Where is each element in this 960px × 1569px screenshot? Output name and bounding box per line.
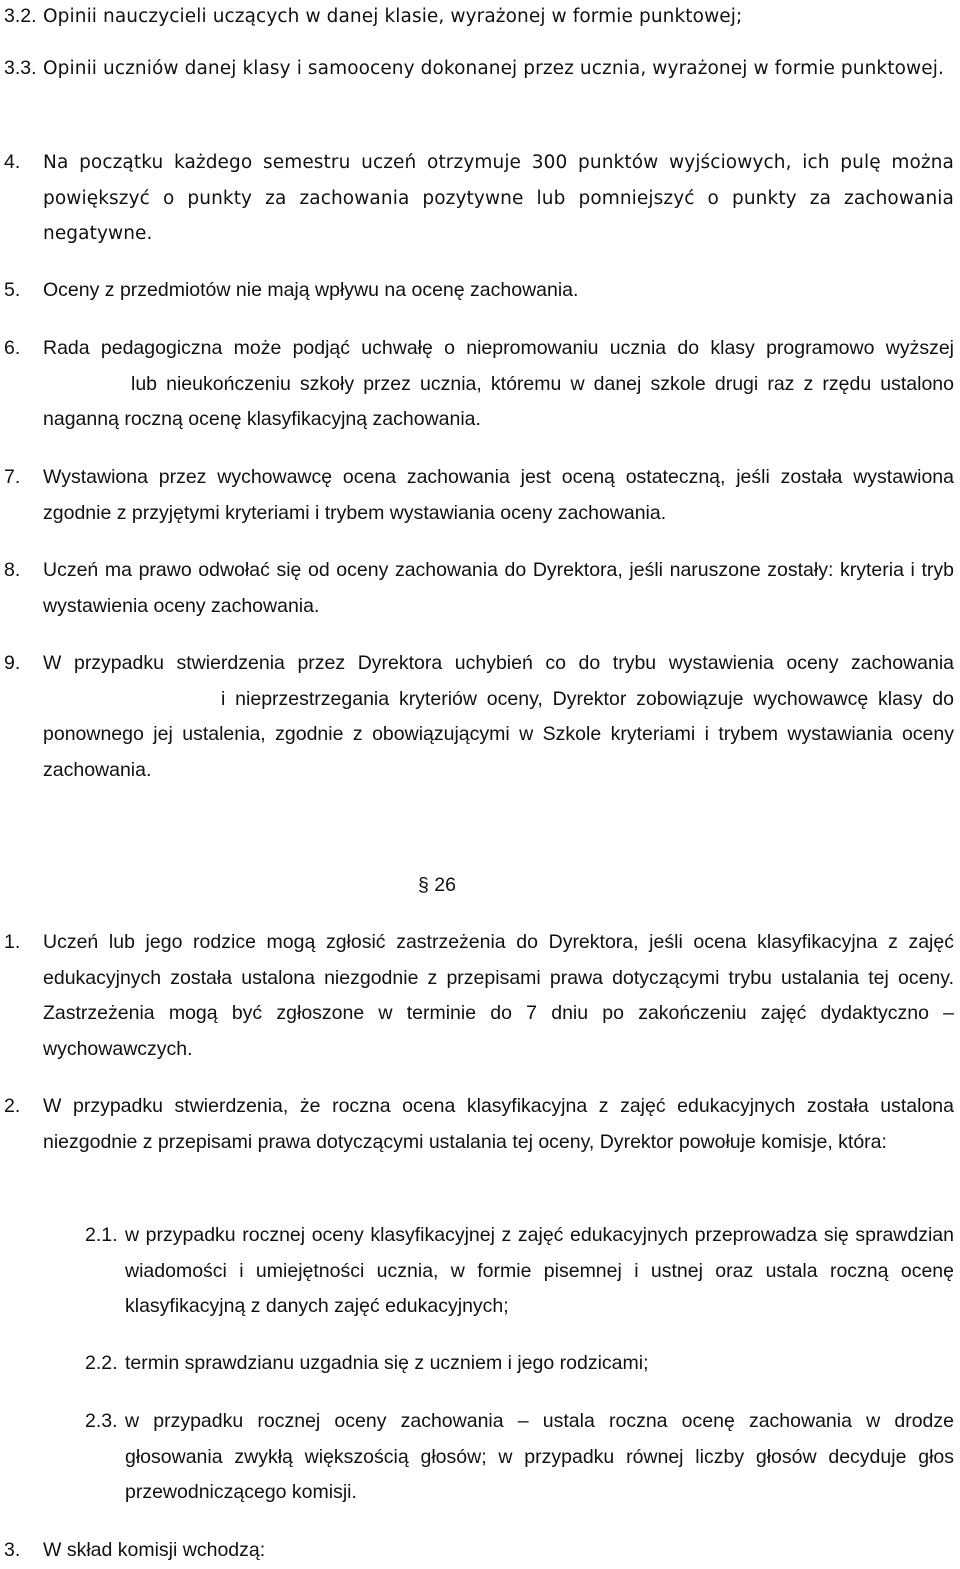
item-number: 2.3. — [85, 1410, 118, 1432]
item-text: Na początku każdego semestru uczeń otrzymuje 300 punktów wyjściowych, ich pulę można powiększyć o punkty za zachowania pozytywne lub pomniejszyć o punkty za zachowania negatywne. — [43, 152, 954, 244]
item-text-part-2: i nieprzestrzegania kryteriów oceny, Dyrektor zobowiązuje wychowawcę klasy do ponownego jej ustalenia, zgodnie z obowiązującymi w Szkole kryteriami i trybem wystawiania oceny zachowania. — [43, 687, 954, 781]
item-number: 1. — [4, 931, 21, 953]
item-number: 3.3. — [4, 57, 37, 79]
item-number: 4. — [4, 151, 21, 173]
item-number: 9. — [4, 652, 21, 674]
item-text: Opinii uczniów danej klasy i samooceny dokonanej przez ucznia, wyrażonej w formie punktowej. — [43, 58, 944, 79]
item-number: 3.2. — [4, 5, 37, 27]
item-number: 3. — [4, 1539, 21, 1561]
item-number: 8. — [4, 559, 21, 581]
item-text: Oceny z przedmiotów nie mają wpływu na ocenę zachowania. — [43, 279, 579, 301]
section-heading: § 26 — [418, 874, 456, 896]
item-number: 5. — [4, 279, 21, 301]
item-text — [43, 646, 954, 788]
item-number: 2.1. — [85, 1224, 118, 1246]
item-text: w przypadku rocznej oceny klasyfikacyjnej z zajęć edukacyjnych przeprowadza się sprawdzian wiadomości i umiejętności ucznia, w formie pisemnej i ustnej oraz ustala roczną ocenę klasyfikacyjną z danych zajęć edukacyjnych; — [125, 1224, 954, 1317]
item-text: w przypadku rocznej oceny zachowania – ustala roczna ocenę zachowania w drodze głosowania zwykłą większością głosów; w przypadku równej liczby głosów decyduje głos przewodniczącego komisji. — [125, 1410, 954, 1503]
item-number: 7. — [4, 466, 21, 488]
item-text-part-2: lub nieukończeniu szkoły przez ucznia, któremu w danej szkole drugi raz z rzędu ustalono naganną roczną ocenę klasyfikacyjną zachowania. — [43, 372, 954, 430]
item-text-part-1: Rada pedagogiczna może podjąć uchwałę o niepromowaniu ucznia do klasy programowo wyższej — [43, 337, 954, 359]
item-number: 2. — [4, 1095, 21, 1117]
item-number: 6. — [4, 337, 21, 359]
item-text: Wystawiona przez wychowawcę ocena zachowania jest oceną ostateczną, jeśli została wystawiona zgodnie z przyjętymi kryteriami i trybem wystawiania oceny zachowania. — [43, 466, 954, 524]
item-text-part-1: W przypadku stwierdzenia przez Dyrektora uchybień co do trybu wystawienia oceny zachowania — [43, 652, 954, 674]
item-text: termin sprawdzianu uzgadnia się z uczniem i jego rodzicami; — [125, 1352, 649, 1374]
item-text: Uczeń lub jego rodzice mogą zgłosić zastrzeżenia do Dyrektora, jeśli ocena klasyfikacyjna z zajęć edukacyjnych została ustalona niezgodnie z przepisami prawa dotyczącymi trybu ustalania tej oceny. Zastrzeżenia mogą być zgłoszone w terminie do 7 dniu po zakończeniu zajęć dydaktyczno – wychowawczych. — [43, 931, 954, 1060]
item-text: W skład komisji wchodzą: — [43, 1539, 266, 1561]
item-text: Opinii nauczycieli uczących w danej klasie, wyrażonej w formie punktowej; — [43, 6, 743, 27]
item-number: 2.2. — [85, 1352, 118, 1374]
item-text: Uczeń ma prawo odwołać się od oceny zachowania do Dyrektora, jeśli naruszone zostały: kryteria i tryb wystawienia oceny zachowania. — [43, 559, 954, 617]
item-text: W przypadku stwierdzenia, że roczna ocena klasyfikacyjna z zajęć edukacyjnych została ustalona niezgodnie z przepisami prawa dotyczącymi ustalania tej oceny, Dyrektor powołuje komisje, która: — [43, 1095, 954, 1153]
item-text — [43, 331, 954, 438]
